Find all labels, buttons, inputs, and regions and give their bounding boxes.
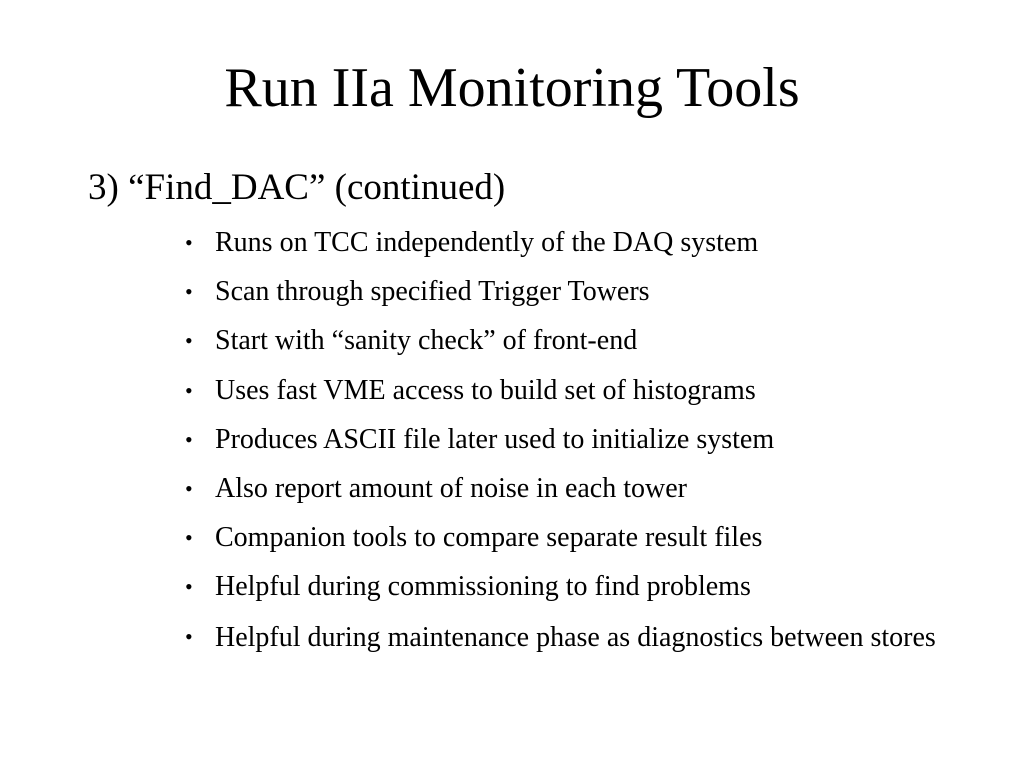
bullet-item	[185, 273, 945, 310]
bullet-icon: •	[185, 230, 193, 255]
bullet-item	[185, 224, 945, 261]
bullet-item	[185, 470, 945, 507]
bullet-item	[185, 322, 945, 359]
bullet-text: Start with “sanity check” of front-end	[215, 325, 638, 357]
bullet-text: Helpful during maintenance phase as diagnostics between stores	[215, 621, 936, 653]
bullet-text: Runs on TCC independently of the DAQ system	[215, 227, 759, 258]
bullet-text: Companion tools to compare separate result files	[215, 522, 763, 554]
bullet-icon: •	[185, 328, 193, 354]
bullet-text: Uses fast VME access to build set of histograms	[215, 374, 756, 406]
bullet-text: Helpful during commissioning to find problems	[215, 571, 751, 603]
bullet-item	[185, 618, 945, 658]
bullet-item	[185, 372, 945, 409]
bullet-icon: •	[185, 574, 193, 600]
slide-title: Run IIa Monitoring Tools	[224, 57, 800, 119]
bullet-icon: •	[185, 525, 193, 551]
bullet-item	[185, 568, 945, 605]
bullet-text: Produces ASCII file later used to initialize system	[215, 423, 775, 455]
bullet-item	[185, 421, 945, 458]
bullet-icon: •	[185, 426, 193, 452]
bullet-icon: •	[185, 475, 193, 501]
bullet-list	[185, 224, 945, 670]
bullet-item	[185, 519, 945, 556]
bullet-text: Also report amount of noise in each tower	[215, 472, 687, 504]
bullet-icon: •	[185, 623, 193, 649]
bullet-icon: •	[185, 377, 193, 403]
bullet-icon: •	[185, 279, 193, 305]
section-heading: 3) “Find_DAC” (continued)	[88, 167, 506, 208]
bullet-text: Scan through specified Trigger Towers	[215, 276, 650, 308]
